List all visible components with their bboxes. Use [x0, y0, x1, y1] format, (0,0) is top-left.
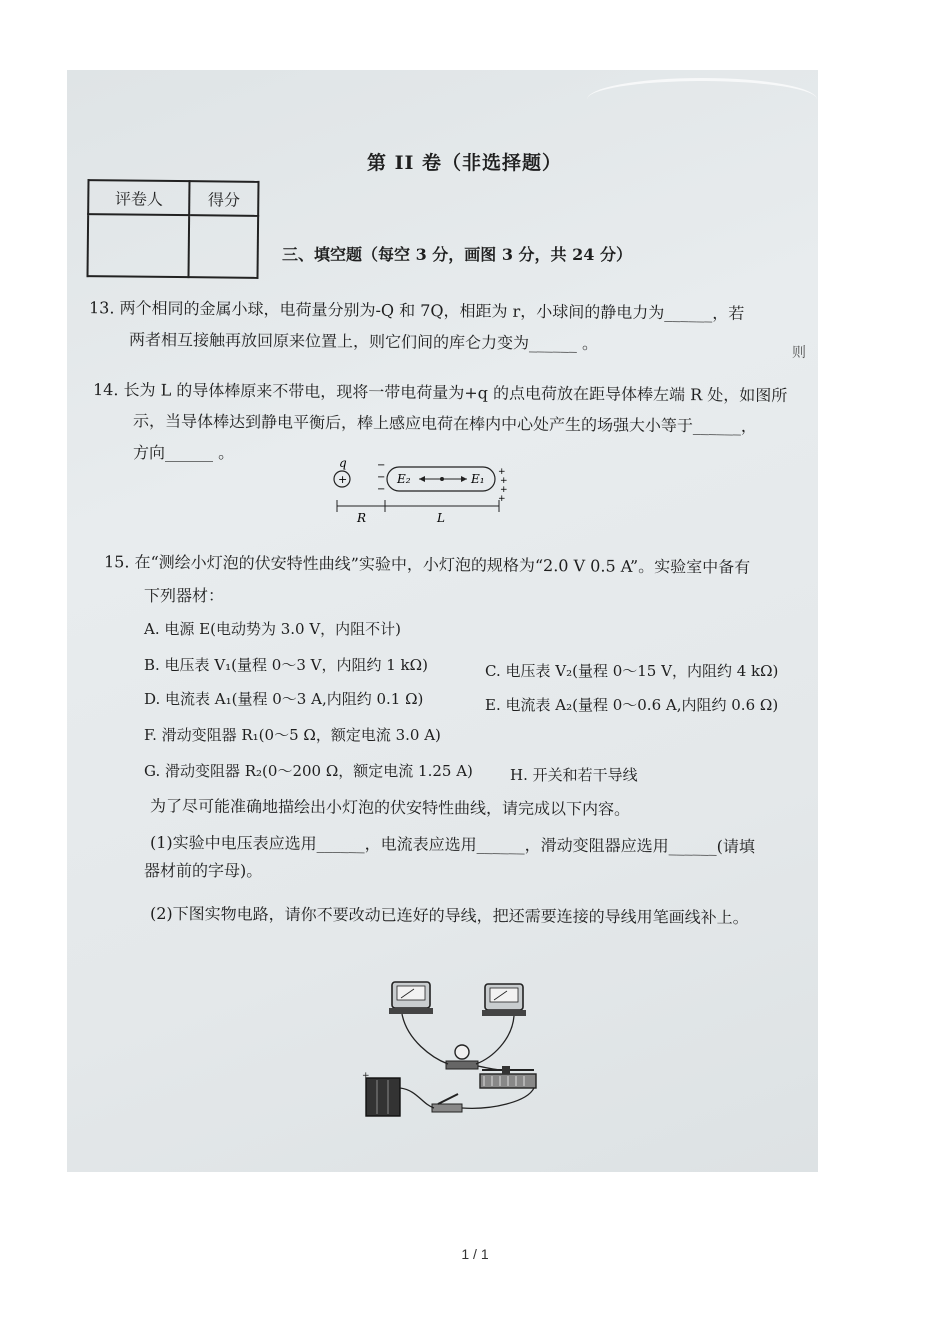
L-label: L — [437, 511, 445, 525]
wire-1 — [402, 1014, 448, 1064]
q15-line2: 下列器材： — [144, 586, 225, 605]
score-cell — [189, 215, 258, 278]
item-A: A. 电源 E(电动势为 3.0 V，内阻不计) — [144, 620, 402, 638]
switch — [432, 1094, 462, 1112]
pos-charge-3: + — [500, 485, 508, 495]
pos-charge-4: + — [498, 494, 506, 504]
wire-5 — [462, 1088, 534, 1108]
q15-line1: 15. 在“测绘小灯泡的伏安特性曲线”实验中，小灯泡的规格为“2.0 V 0.5 A”。实验室中备有 — [103, 552, 751, 577]
item-H: H. 开关和若干导线 — [510, 766, 638, 784]
pos-charge-1: + — [498, 467, 506, 477]
item-F: F. 滑动变阻器 R₁(0～5 Ω，额定电流 3.0 A) — [144, 726, 441, 744]
q14-line2: 示，当导体棒达到静电平衡后，棒上感应电荷在棒内中心处产生的场强大小等于______， — [132, 411, 758, 436]
item-C: C. 电压表 V₂(量程 0～15 V，内阻约 4 kΩ) — [485, 662, 779, 680]
center-dot — [440, 477, 444, 481]
neg-charge-3: − — [377, 484, 386, 495]
grader-header: 评卷人 — [88, 180, 190, 215]
left-arrow — [419, 476, 425, 482]
q15-part2: (2)下图实物电路，请你不要改动已连好的导线，把还需要连接的导线用笔画线补上。 — [149, 903, 749, 928]
section-title: 第 II 卷（非选择题） — [367, 152, 563, 174]
q14-line1: 14. 长为 L 的导体棒原来不带电，现将一带电荷量为+q 的点电荷放在距导体棒左端 R 处，如图所 — [92, 379, 788, 406]
circuit-figure — [362, 970, 542, 1130]
item-D: D. 电流表 A₁(量程 0～3 A,内阻约 0.1 Ω) — [144, 690, 424, 708]
part-title: 三、填空题（每空 3 分，画图 3 分，共 24 分） — [282, 245, 632, 264]
meter-right — [482, 984, 526, 1016]
q13-line1: 13. 两个相同的金属小球，电荷量分别为-Q 和 7Q，相距为 r，小球间的静电力为______，若 — [88, 298, 745, 323]
wire-4 — [400, 1088, 434, 1108]
conductor-rod-figure — [329, 458, 529, 528]
rheostat — [480, 1066, 536, 1088]
item-G: G. 滑动变阻器 R₂(0～200 Ω，额定电流 1.25 A) — [144, 762, 473, 780]
neg-charge-1: − — [377, 460, 386, 471]
q14-line3: 方向______ 。 — [133, 443, 235, 462]
q15-intro: 为了尽可能准确地描绘出小灯泡的伏安特性曲线，请完成以下内容。 — [149, 796, 631, 819]
page-number: 1 / 1 — [461, 1246, 489, 1262]
point-charge-plus: + — [338, 473, 348, 486]
q15-part1-line2: 器材前的字母)。 — [144, 861, 263, 880]
right-arrow — [461, 476, 467, 482]
R-label: R — [357, 511, 367, 525]
svg-text:+: + — [362, 1071, 370, 1081]
photo-glare — [587, 78, 817, 121]
charge-q-label: q — [339, 458, 347, 470]
q15-part1-line1: (1)实验中电压表应选用______，电流表应选用______，滑动变阻器应选用______(请填 — [149, 832, 755, 857]
battery — [362, 1071, 400, 1116]
q13-margin-text: 则 — [792, 345, 806, 361]
q13-line2: 两者相互接触再放回原来位置上，则它们间的库仑力变为______ 。 — [128, 329, 599, 354]
lamp — [446, 1045, 478, 1069]
wire-2 — [476, 1016, 514, 1064]
score-table — [86, 179, 259, 279]
neg-charge-2: − — [377, 472, 386, 483]
meter-left — [389, 982, 433, 1014]
E2-label: E₂ — [397, 472, 411, 486]
item-E: E. 电流表 A₂(量程 0～0.6 A,内阻约 0.6 Ω) — [485, 696, 779, 714]
score-header: 得分 — [189, 181, 258, 216]
scanned-exam-photo — [67, 70, 818, 1172]
pos-charge-2: + — [500, 476, 508, 486]
E1-label: E₁ — [471, 472, 485, 486]
item-B: B. 电压表 V₁(量程 0～3 V，内阻约 1 kΩ) — [144, 656, 428, 674]
grader-cell — [88, 214, 190, 277]
